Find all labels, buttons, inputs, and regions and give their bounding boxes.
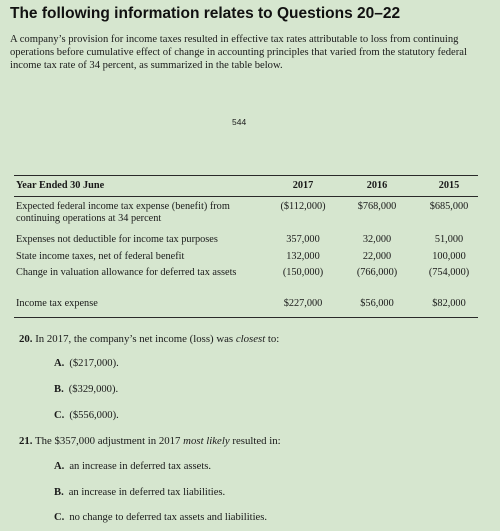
q21-option-a-letter: A. xyxy=(54,461,65,472)
q20-option-c-text: ($556,000). xyxy=(69,410,119,421)
row-nondeductible-2016: 32,000 xyxy=(362,234,392,245)
question-20 xyxy=(19,333,279,345)
question-20-text-after: to: xyxy=(265,333,280,345)
q21-option-b-letter: B. xyxy=(54,487,64,498)
row-valuation-allowance-2017: (150,000) xyxy=(282,267,324,278)
row-label-expected-tax: Expected federal income tax expense (benefit) from continuing operations at 34 percent xyxy=(16,201,230,224)
question-20-text-before: In 2017, the company’s net income (loss) was xyxy=(35,333,236,345)
q21-option-a[interactable] xyxy=(54,461,211,472)
question-21-text-after: resulted in: xyxy=(229,435,281,447)
row-nondeductible-2017: 357,000 xyxy=(286,234,320,245)
q21-option-b[interactable] xyxy=(54,487,225,498)
header-2016: 2016 xyxy=(366,180,388,191)
q21-option-a-text: an increase in deferred tax assets. xyxy=(69,461,212,472)
row-label-valuation-allowance: Change in valuation allowance for deferred tax assets xyxy=(16,267,237,278)
question-20-number: 20. xyxy=(19,333,33,345)
q20-option-a-text: ($217,000). xyxy=(69,358,119,369)
q20-option-b-text: ($329,000). xyxy=(68,384,119,395)
q21-option-b-text: an increase in deferred tax liabilities. xyxy=(68,487,226,498)
q20-option-a-letter: A. xyxy=(54,358,65,369)
table-header-row xyxy=(14,176,478,197)
q20-option-a[interactable] xyxy=(54,358,119,369)
row-valuation-allowance-2015: (754,000) xyxy=(428,267,470,278)
q21-option-c[interactable] xyxy=(54,512,267,523)
row-state-taxes-2016: 22,000 xyxy=(362,251,392,262)
row-label-income-tax-expense: Income tax expense xyxy=(16,298,98,309)
row-income-tax-expense-2017: $227,000 xyxy=(283,298,323,309)
q20-option-c-letter: C. xyxy=(54,410,65,421)
q21-option-c-text: no change to deferred tax assets and liabilities. xyxy=(69,512,267,523)
header-year-ended: Year Ended 30 June xyxy=(16,180,105,191)
q20-option-b-letter: B. xyxy=(54,384,64,395)
page-title: The following information relates to Questions 20–22 xyxy=(10,5,401,22)
row-expected-tax-2017: ($112,000) xyxy=(280,201,326,212)
row-state-taxes-2015: 100,000 xyxy=(432,251,466,262)
row-expected-tax-2016: $768,000 xyxy=(357,201,397,212)
question-20-emphasis: closest xyxy=(235,333,266,345)
question-21-text-before: The $357,000 adjustment in 2017 xyxy=(35,435,184,447)
intro-paragraph: A company’s provision for income taxes resulted in effective tax rates attributable to loss from continuing operations before cumulative effect of change in accounting principles that varied from the statutory federal income tax rate of 34 percent, as summarized in the table below. xyxy=(10,34,467,71)
tax-rate-table xyxy=(14,175,478,318)
row-expected-tax-2015: $685,000 xyxy=(429,201,469,212)
row-label-nondeductible: Expenses not deductible for income tax purposes xyxy=(16,234,218,245)
row-state-taxes-2017: 132,000 xyxy=(286,251,320,262)
row-income-tax-expense-2016: $56,000 xyxy=(360,298,394,309)
q20-option-b[interactable] xyxy=(54,384,118,395)
page-number: 544 xyxy=(232,117,247,127)
row-label-state-taxes: State income taxes, net of federal benefit xyxy=(16,251,185,262)
header-2017: 2017 xyxy=(292,180,314,191)
question-21-number: 21. xyxy=(19,435,33,447)
header-2015: 2015 xyxy=(438,180,460,191)
question-21-emphasis: most likely xyxy=(183,435,230,447)
q20-option-c[interactable] xyxy=(54,410,119,421)
row-nondeductible-2015: 51,000 xyxy=(434,234,464,245)
q21-option-c-letter: C. xyxy=(54,512,65,523)
question-21 xyxy=(19,435,281,447)
row-income-tax-expense-2015: $82,000 xyxy=(432,298,466,309)
row-valuation-allowance-2016: (766,000) xyxy=(356,267,398,278)
